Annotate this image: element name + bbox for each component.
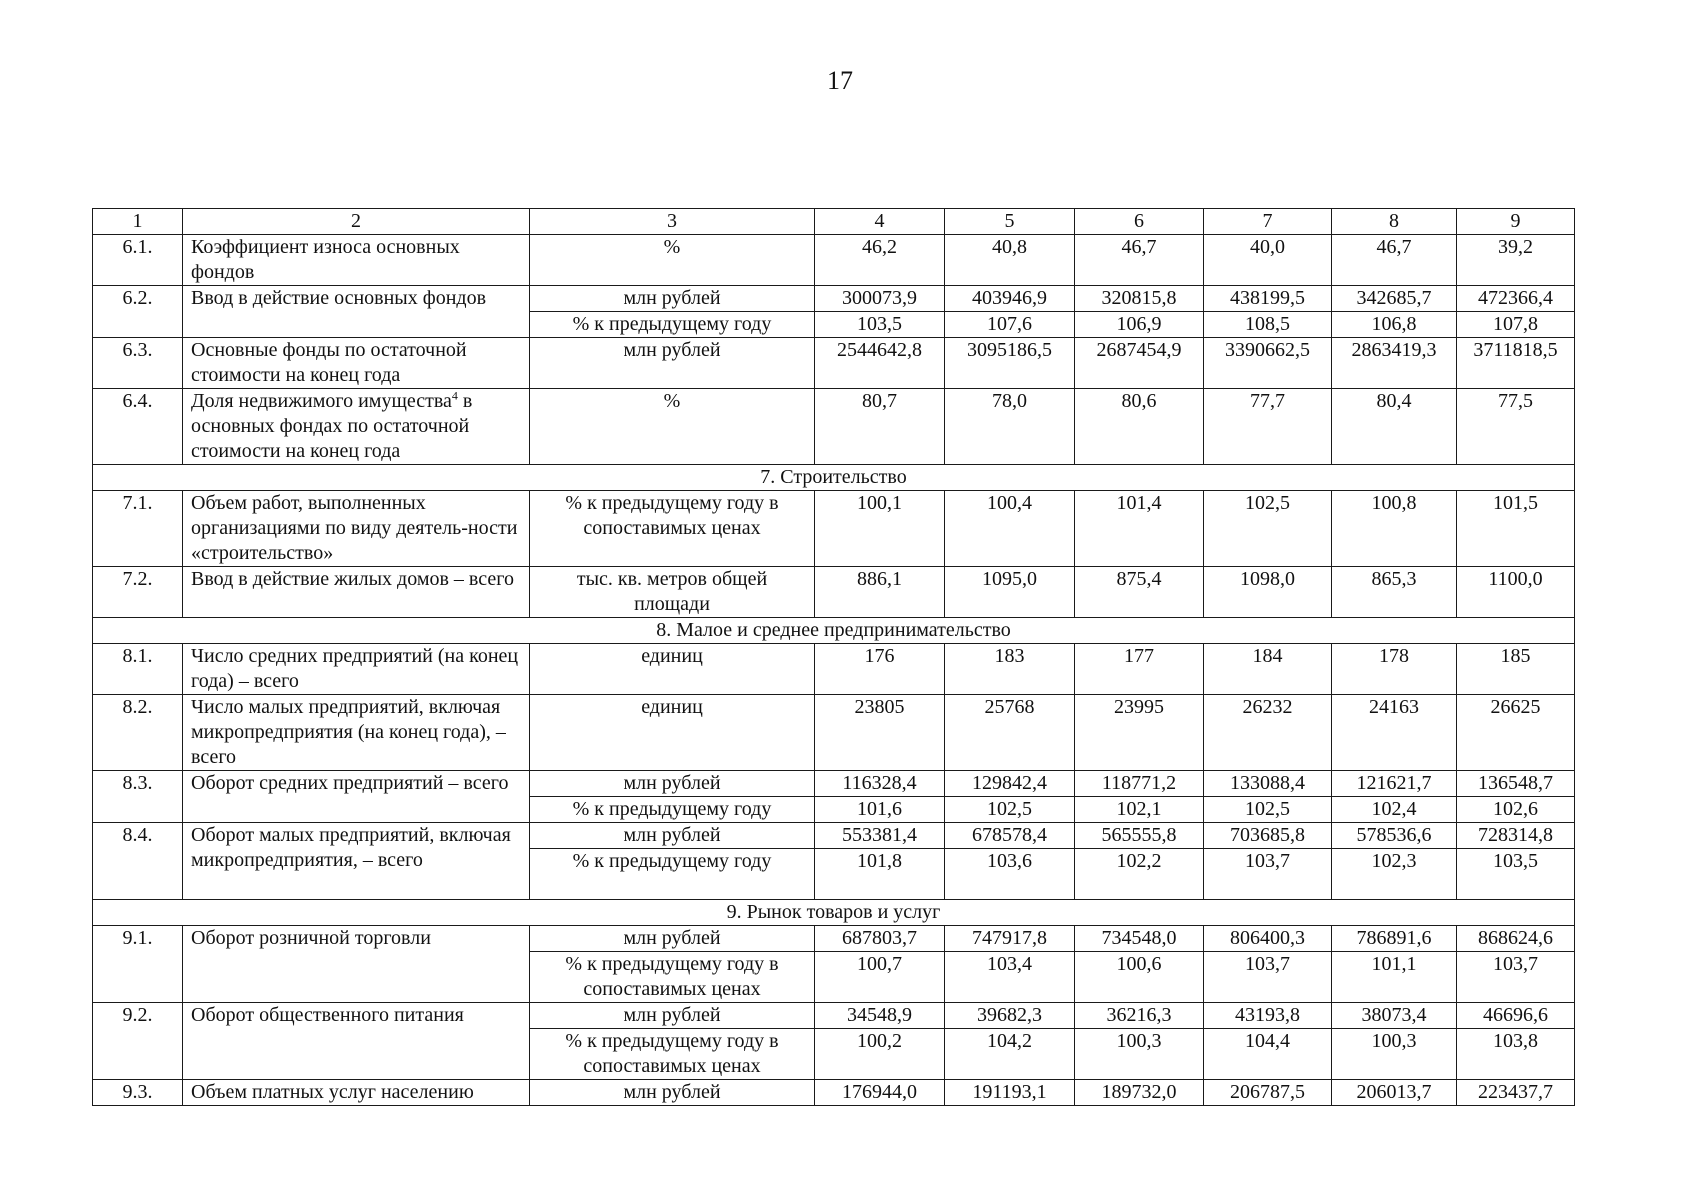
unit-cell: %: [530, 235, 815, 286]
value-cell: 206787,5: [1204, 1080, 1332, 1106]
value-cell: 106,8: [1332, 312, 1457, 338]
value-cell: 3390662,5: [1204, 338, 1332, 389]
unit-cell: % к предыдущему году в сопоставимых ценах: [530, 491, 815, 567]
section-row: [93, 900, 1575, 926]
indicator-name-text: Доля недвижимого имущества: [191, 390, 452, 412]
value-cell: 121621,7: [1332, 771, 1457, 797]
value-cell: 80,4: [1332, 389, 1457, 465]
table-row: [93, 771, 1575, 797]
value-cell: 472366,4: [1457, 286, 1575, 312]
unit-cell: % к предыдущему году в сопоставимых ценах: [530, 1029, 815, 1080]
table-row: [93, 389, 1575, 465]
value-cell: 102,5: [945, 797, 1075, 823]
value-cell: 177: [1075, 644, 1204, 695]
unit-cell: млн рублей: [530, 1080, 815, 1106]
indicator-name: Коэффициент износа основных фондов: [183, 235, 530, 286]
value-cell: 103,5: [1457, 849, 1575, 900]
value-cell: 26232: [1204, 695, 1332, 771]
value-cell: 320815,8: [1075, 286, 1204, 312]
row-number: 6.1.: [93, 235, 183, 286]
section-heading: 7. Строительство: [93, 465, 1575, 491]
value-cell: 104,4: [1204, 1029, 1332, 1080]
indicator-name: Ввод в действие жилых домов – всего: [183, 567, 530, 618]
column-number: 3: [530, 209, 815, 235]
table-row: [93, 1080, 1575, 1106]
value-cell: 100,3: [1332, 1029, 1457, 1080]
value-cell: 178: [1332, 644, 1457, 695]
value-cell: 46,7: [1332, 235, 1457, 286]
value-cell: 25768: [945, 695, 1075, 771]
table-row: [93, 695, 1575, 771]
value-cell: 728314,8: [1457, 823, 1575, 849]
value-cell: 116328,4: [815, 771, 945, 797]
value-cell: 3711818,5: [1457, 338, 1575, 389]
value-cell: 100,6: [1075, 952, 1204, 1003]
value-cell: 40,0: [1204, 235, 1332, 286]
unit-cell: млн рублей: [530, 823, 815, 849]
unit-cell: единиц: [530, 695, 815, 771]
value-cell: 106,9: [1075, 312, 1204, 338]
unit-cell: млн рублей: [530, 1003, 815, 1029]
value-cell: 23805: [815, 695, 945, 771]
table-row: [93, 1003, 1575, 1029]
value-cell: 102,1: [1075, 797, 1204, 823]
value-cell: 77,7: [1204, 389, 1332, 465]
table-row: [93, 286, 1575, 312]
value-cell: 734548,0: [1075, 926, 1204, 952]
value-cell: 40,8: [945, 235, 1075, 286]
value-cell: 136548,7: [1457, 771, 1575, 797]
unit-cell: единиц: [530, 644, 815, 695]
unit-cell: % к предыдущему году: [530, 312, 815, 338]
row-number: 8.1.: [93, 644, 183, 695]
value-cell: 2687454,9: [1075, 338, 1204, 389]
value-cell: 108,5: [1204, 312, 1332, 338]
value-cell: 43193,8: [1204, 1003, 1332, 1029]
value-cell: 101,4: [1075, 491, 1204, 567]
value-cell: 191193,1: [945, 1080, 1075, 1106]
value-cell: 100,4: [945, 491, 1075, 567]
unit-cell: % к предыдущему году: [530, 797, 815, 823]
value-cell: 107,6: [945, 312, 1075, 338]
row-number: 6.4.: [93, 389, 183, 465]
value-cell: 107,8: [1457, 312, 1575, 338]
column-number: 4: [815, 209, 945, 235]
page-number: 17: [827, 66, 853, 95]
value-cell: 103,6: [945, 849, 1075, 900]
row-number: 9.2.: [93, 1003, 183, 1080]
indicator-name: Оборот малых предприятий, включая микропредприятия, – всего: [183, 823, 530, 900]
value-cell: 189732,0: [1075, 1080, 1204, 1106]
value-cell: 1095,0: [945, 567, 1075, 618]
value-cell: 80,7: [815, 389, 945, 465]
indicator-name: [183, 389, 530, 465]
value-cell: 102,5: [1204, 491, 1332, 567]
value-cell: 1098,0: [1204, 567, 1332, 618]
value-cell: 300073,9: [815, 286, 945, 312]
value-cell: 103,5: [815, 312, 945, 338]
value-cell: 102,4: [1332, 797, 1457, 823]
unit-cell: % к предыдущему году: [530, 849, 815, 900]
value-cell: 101,5: [1457, 491, 1575, 567]
unit-cell: млн рублей: [530, 926, 815, 952]
column-number: 1: [93, 209, 183, 235]
value-cell: 176: [815, 644, 945, 695]
value-cell: 183: [945, 644, 1075, 695]
value-cell: 26625: [1457, 695, 1575, 771]
value-cell: 39,2: [1457, 235, 1575, 286]
value-cell: 342685,7: [1332, 286, 1457, 312]
value-cell: 703685,8: [1204, 823, 1332, 849]
section-row: [93, 618, 1575, 644]
value-cell: 78,0: [945, 389, 1075, 465]
value-cell: 184: [1204, 644, 1332, 695]
value-cell: 102,2: [1075, 849, 1204, 900]
table-row: [93, 235, 1575, 286]
value-cell: 438199,5: [1204, 286, 1332, 312]
value-cell: 100,3: [1075, 1029, 1204, 1080]
value-cell: 24163: [1332, 695, 1457, 771]
column-number: 2: [183, 209, 530, 235]
value-cell: 77,5: [1457, 389, 1575, 465]
value-cell: 103,7: [1457, 952, 1575, 1003]
column-number: 5: [945, 209, 1075, 235]
row-number: 7.1.: [93, 491, 183, 567]
indicator-name: Оборот общественного питания: [183, 1003, 530, 1080]
value-cell: 3095186,5: [945, 338, 1075, 389]
value-cell: 23995: [1075, 695, 1204, 771]
value-cell: 1100,0: [1457, 567, 1575, 618]
value-cell: 100,7: [815, 952, 945, 1003]
row-number: 8.4.: [93, 823, 183, 900]
value-cell: 103,8: [1457, 1029, 1575, 1080]
value-cell: 206013,7: [1332, 1080, 1457, 1106]
row-number: 9.1.: [93, 926, 183, 1003]
value-cell: 747917,8: [945, 926, 1075, 952]
value-cell: 553381,4: [815, 823, 945, 849]
value-cell: 100,1: [815, 491, 945, 567]
value-cell: 101,6: [815, 797, 945, 823]
table-row: [93, 926, 1575, 952]
value-cell: 875,4: [1075, 567, 1204, 618]
column-number: 6: [1075, 209, 1204, 235]
indicator-name: Основные фонды по остаточной стоимости на конец года: [183, 338, 530, 389]
value-cell: 80,6: [1075, 389, 1204, 465]
value-cell: 578536,6: [1332, 823, 1457, 849]
value-cell: 104,2: [945, 1029, 1075, 1080]
indicator-name: Оборот средних предприятий – всего: [183, 771, 530, 823]
indicator-name: Число средних предприятий (на конец года) – всего: [183, 644, 530, 695]
value-cell: 185: [1457, 644, 1575, 695]
value-cell: 101,8: [815, 849, 945, 900]
footnote-mark: 4: [451, 388, 458, 403]
value-cell: 103,4: [945, 952, 1075, 1003]
unit-cell: млн рублей: [530, 338, 815, 389]
value-cell: 176944,0: [815, 1080, 945, 1106]
value-cell: 565555,8: [1075, 823, 1204, 849]
row-number: 8.2.: [93, 695, 183, 771]
section-row: [93, 465, 1575, 491]
value-cell: 46696,6: [1457, 1003, 1575, 1029]
indicator-name: Ввод в действие основных фондов: [183, 286, 530, 338]
value-cell: 102,3: [1332, 849, 1457, 900]
unit-cell: % к предыдущему году в сопоставимых ценах: [530, 952, 815, 1003]
indicator-name: Оборот розничной торговли: [183, 926, 530, 1003]
row-number: 9.3.: [93, 1080, 183, 1106]
column-number-row: [93, 209, 1575, 235]
value-cell: 46,2: [815, 235, 945, 286]
unit-cell: млн рублей: [530, 771, 815, 797]
value-cell: 886,1: [815, 567, 945, 618]
indicator-name-text: в основных фондах по остаточной стоимости на конец года: [191, 390, 473, 462]
indicator-name: Объем платных услуг населению: [183, 1080, 530, 1106]
unit-cell: тыс. кв. метров общей площади: [530, 567, 815, 618]
value-cell: 868624,6: [1457, 926, 1575, 952]
value-cell: 46,7: [1075, 235, 1204, 286]
table-row: [93, 491, 1575, 567]
value-cell: 403946,9: [945, 286, 1075, 312]
section-heading: 9. Рынок товаров и услуг: [93, 900, 1575, 926]
value-cell: 2544642,8: [815, 338, 945, 389]
value-cell: 118771,2: [1075, 771, 1204, 797]
row-number: 7.2.: [93, 567, 183, 618]
value-cell: 102,5: [1204, 797, 1332, 823]
value-cell: 100,2: [815, 1029, 945, 1080]
value-cell: 865,3: [1332, 567, 1457, 618]
value-cell: 806400,3: [1204, 926, 1332, 952]
value-cell: 39682,3: [945, 1003, 1075, 1029]
value-cell: 129842,4: [945, 771, 1075, 797]
value-cell: 34548,9: [815, 1003, 945, 1029]
table-row: [93, 644, 1575, 695]
value-cell: 133088,4: [1204, 771, 1332, 797]
section-heading: 8. Малое и среднее предпринимательство: [93, 618, 1575, 644]
value-cell: 38073,4: [1332, 1003, 1457, 1029]
row-number: 6.3.: [93, 338, 183, 389]
table-row: [93, 567, 1575, 618]
value-cell: 786891,6: [1332, 926, 1457, 952]
value-cell: 101,1: [1332, 952, 1457, 1003]
table-row: [93, 338, 1575, 389]
indicators-table: [92, 208, 1575, 1106]
value-cell: 100,8: [1332, 491, 1457, 567]
unit-cell: млн рублей: [530, 286, 815, 312]
value-cell: 223437,7: [1457, 1080, 1575, 1106]
column-number: 7: [1204, 209, 1332, 235]
indicator-name: Объем работ, выполненных организациями по виду деятель-ности «строительство»: [183, 491, 530, 567]
row-number: 8.3.: [93, 771, 183, 823]
value-cell: 103,7: [1204, 849, 1332, 900]
value-cell: 678578,4: [945, 823, 1075, 849]
column-number: 9: [1457, 209, 1575, 235]
value-cell: 103,7: [1204, 952, 1332, 1003]
column-number: 8: [1332, 209, 1457, 235]
value-cell: 36216,3: [1075, 1003, 1204, 1029]
indicator-name: Число малых предприятий, включая микропредприятия (на конец года), – всего: [183, 695, 530, 771]
unit-cell: %: [530, 389, 815, 465]
value-cell: 102,6: [1457, 797, 1575, 823]
value-cell: 687803,7: [815, 926, 945, 952]
value-cell: 2863419,3: [1332, 338, 1457, 389]
table-row: [93, 823, 1575, 849]
row-number: 6.2.: [93, 286, 183, 338]
